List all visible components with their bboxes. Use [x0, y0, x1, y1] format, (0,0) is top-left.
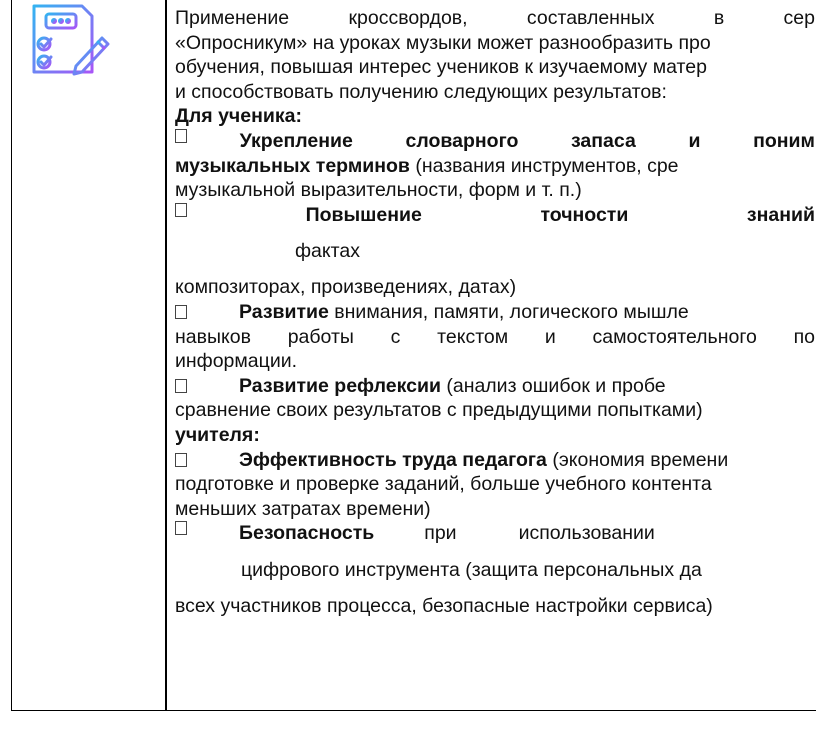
text-line: и способствовать получению следующих результатов: — [175, 80, 667, 103]
word: Применение — [175, 7, 290, 29]
column-divider — [165, 0, 167, 710]
word: Укрепление — [239, 129, 353, 152]
text: (названия инструментов, сре — [409, 154, 679, 177]
word: составленных — [526, 7, 655, 29]
word: самостоятельного — [592, 325, 757, 348]
word: и — [544, 325, 556, 348]
bold-term: Развитие — [239, 300, 329, 323]
survey-checklist-icon — [26, 2, 118, 78]
word: словарного — [405, 129, 519, 152]
list-item-line — [175, 521, 816, 546]
text: (анализ ошибок и пробе — [440, 374, 666, 397]
list-item-line — [175, 448, 816, 473]
list-item-line — [175, 203, 816, 228]
word: знаний — [746, 203, 815, 226]
list-item-line — [175, 129, 816, 154]
bullet-box-icon — [175, 453, 187, 467]
word: с — [390, 325, 401, 348]
list-item-line: сравнение своих результатов с предыдущими попытками) — [175, 399, 703, 422]
list-item-line — [175, 154, 816, 179]
word: и — [688, 129, 701, 152]
text-line: обучения, повышая интерес учеников к изучаемому матер — [175, 56, 707, 79]
word: поним — [753, 129, 815, 152]
bullet-box-icon — [175, 203, 187, 217]
list-item-line: информации. — [175, 350, 298, 373]
bold-term: музыкальных терминов — [175, 154, 410, 177]
word: Повышение — [305, 203, 422, 226]
bold-term: Безопасность — [239, 522, 375, 545]
student-heading: Для ученика: — [175, 105, 302, 128]
list-item-line: всех участников процесса, безопасные настройки сервиса) — [175, 594, 713, 617]
list-item-line — [175, 300, 816, 325]
word: запаса — [571, 129, 636, 152]
list-item-line: подготовке и проверке заданий, больше учебного контента — [175, 473, 712, 496]
word: текстом — [437, 325, 509, 348]
word: точности — [540, 203, 629, 226]
word: кроссвордов, — [348, 7, 468, 29]
main-text-cell — [175, 6, 816, 618]
word: в — [713, 7, 725, 29]
text: (экономия времени — [546, 448, 729, 471]
word: навыков — [175, 325, 251, 348]
word: при — [424, 522, 457, 545]
list-item-line — [175, 325, 816, 350]
list-item-line — [175, 227, 816, 275]
text-line: «Опросникум» на уроках музыки может разнообразить про — [175, 31, 711, 54]
list-item-line — [175, 374, 816, 399]
bullet-box-icon — [175, 305, 187, 319]
text-line — [175, 6, 816, 31]
bold-term: Развитие рефлексии — [239, 374, 441, 397]
word: сер — [783, 7, 815, 29]
bullet-box-icon — [175, 129, 187, 143]
text: внимания, памяти, логического мышле — [328, 300, 689, 323]
list-item-line — [175, 546, 816, 594]
word: по — [793, 325, 815, 348]
list-item-line: меньших затратах времени) — [175, 497, 431, 520]
teacher-heading: учителя: — [175, 423, 260, 446]
bold-term: Эффективность труда педагога — [239, 448, 547, 471]
word: использовании — [518, 522, 655, 545]
word: работы — [287, 325, 354, 348]
list-item-line: композиторах, произведениях, датах) — [175, 276, 517, 299]
list-item-line: музыкальной выразительности, форм и т. п.) — [175, 179, 582, 202]
bullet-box-icon — [175, 379, 187, 393]
text: цифрового инструмента (защита персональных да — [241, 558, 702, 581]
bullet-box-icon — [175, 521, 187, 535]
text: фактах — [295, 240, 360, 263]
